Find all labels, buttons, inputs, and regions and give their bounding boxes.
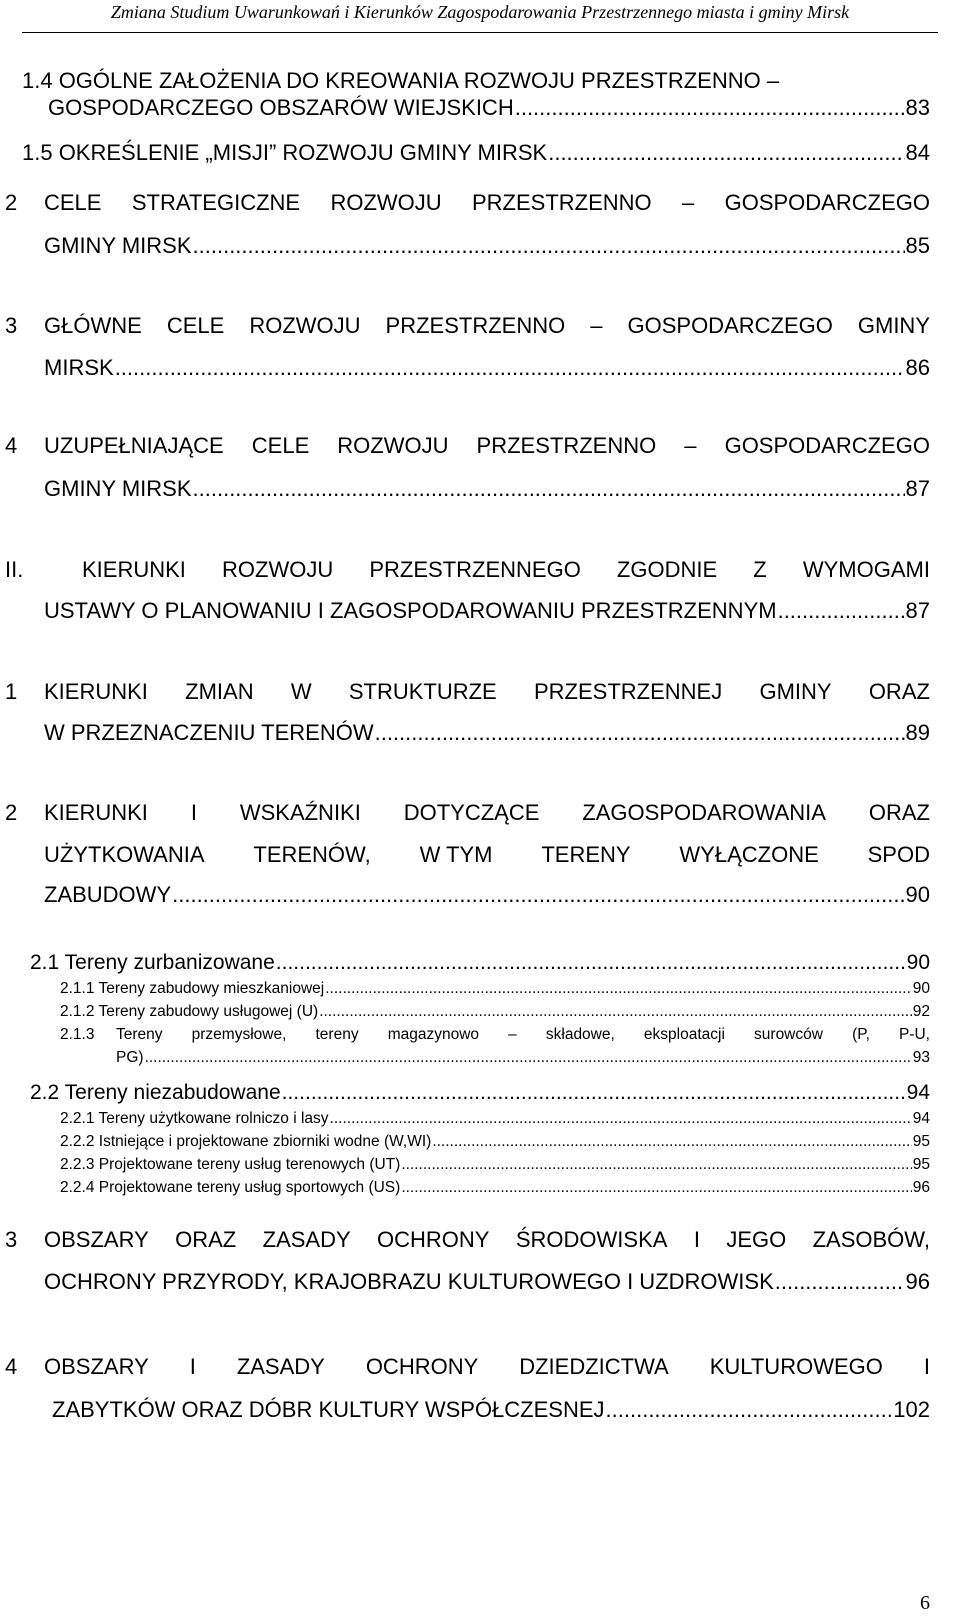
toc-entry-2-1-1-title: 2.1.1 Tereny zabudowy mieszkaniowej xyxy=(60,980,325,997)
toc-entry-2-cont: GMINY MIRSK xyxy=(44,233,192,258)
toc-entry-2-2[interactable] xyxy=(30,1081,930,1105)
toc-entry-II-cont: USTAWY O PLANOWANIU I ZAGOSPODAROWANIU PRZESTRZENNYM xyxy=(44,598,777,623)
toc-entry-o4-cont: ZABYTKÓW ORAZ DÓBR KULTURY WSPÓŁCZESNEJ xyxy=(52,1397,605,1422)
leader-dots xyxy=(432,1133,911,1151)
leader-dots xyxy=(276,951,906,975)
toc-entry-o4-title: OBSZARY I ZASADY OCHRONY DZIEDZICTWA KULTUROWEGO I xyxy=(44,1354,930,1379)
toc-entry-3-num: 3 xyxy=(5,313,18,338)
leader-dots xyxy=(515,95,905,121)
toc-entry-4-cont: GMINY MIRSK xyxy=(44,476,192,501)
toc-entry-1-4-cont: GOSPODARCZEGO OBSZARÓW WIEJSKICH xyxy=(48,95,514,120)
toc-entry-2-2-1[interactable] xyxy=(60,1110,930,1128)
toc-entry-2-2-4-title: 2.2.4 Projektowane tereny usług sportowych (US) xyxy=(60,1179,401,1196)
toc-entry-o4-num: 4 xyxy=(5,1354,18,1379)
leader-dots xyxy=(375,720,905,746)
toc-entry-II-title: KIERUNKI ROZWOJU PRZESTRZENNEGO ZGODNIE Z WYMOGAMI xyxy=(82,557,930,582)
toc-entry-2-2-1-title: 2.2.1 Tereny użytkowane rolniczo i lasy xyxy=(60,1110,329,1127)
toc-entry-2-2-3-page: 95 xyxy=(912,1156,930,1173)
toc-entry-3[interactable] xyxy=(44,355,930,381)
toc-entry-1-4[interactable] xyxy=(48,95,930,121)
toc-entry-II[interactable] xyxy=(44,598,930,624)
toc-entry-1-5-page: 84 xyxy=(905,140,930,165)
toc-entry-2-1-page: 90 xyxy=(906,951,930,974)
toc-entry-2-2-title: 2.2 Tereny niezabudowane xyxy=(30,1081,281,1104)
toc-entry-4-title: UZUPEŁNIAJĄCE CELE ROZWOJU PRZESTRZENNO – GOSPODARCZEGO xyxy=(44,433,930,458)
leader-dots xyxy=(778,598,905,624)
toc-entry-4-num: 4 xyxy=(5,433,18,458)
toc-entry-2-2-2[interactable] xyxy=(60,1133,930,1151)
toc-entry-2-1[interactable] xyxy=(30,951,930,975)
toc-entry-2-2-4-page: 96 xyxy=(912,1179,930,1196)
toc-entry-4-page: 87 xyxy=(905,476,930,501)
toc-entry-3-cont: MIRSK xyxy=(44,355,114,380)
toc-entry-2-1-3-cont: PG) xyxy=(116,1049,144,1066)
page-number: 6 xyxy=(920,1592,930,1614)
toc-entry-4[interactable] xyxy=(44,476,930,502)
leader-dots xyxy=(172,882,904,908)
toc-entry-k2-title-line1: KIERUNKI I WSKAŹNIKI DOTYCZĄCE ZAGOSPODAROWANIA ORAZ xyxy=(44,800,930,825)
leader-dots xyxy=(548,140,904,166)
toc-entry-2-2-4[interactable] xyxy=(60,1179,930,1197)
toc-entry-2[interactable] xyxy=(44,233,930,259)
toc-entry-2-1-2-title: 2.1.2 Tereny zabudowy usługowej (U) xyxy=(60,1003,319,1020)
running-header: Zmiana Studium Uwarunkowań i Kierunków Zagospodarowania Przestrzennego miasta i gminy Mirsk xyxy=(110,2,850,22)
toc-entry-2-1-3-title: Tereny przemysłowe, tereny magazynowo – składowe, eksploatacji surowców (P, P-U, xyxy=(116,1026,930,1043)
toc-entry-2-page: 85 xyxy=(905,233,930,258)
toc-entry-o4[interactable] xyxy=(52,1397,930,1423)
toc-entry-2-1-1-page: 90 xyxy=(912,980,930,997)
toc-entry-2-1-2-page: 92 xyxy=(912,1003,930,1020)
toc-entry-2-1-3-num: 2.1.3 xyxy=(60,1026,95,1043)
toc-entry-2-1-2[interactable] xyxy=(60,1003,930,1021)
leader-dots xyxy=(319,1003,912,1021)
toc-entry-1-4-page: 83 xyxy=(905,95,930,120)
toc-entry-2-2-3[interactable] xyxy=(60,1156,930,1174)
toc-entry-2-num: 2 xyxy=(5,190,18,215)
toc-entry-3-page: 86 xyxy=(905,355,930,380)
toc-entry-k2-title-line2: UŻYTKOWANIA TERENÓW, W TYM TERENY WYŁĄCZONE SPOD xyxy=(44,842,930,867)
toc-entry-3-title: GŁÓWNE CELE ROZWOJU PRZESTRZENNO – GOSPODARCZEGO GMINY xyxy=(44,313,930,338)
toc-entry-2-2-3-title: 2.2.3 Projektowane tereny usług terenowych (UT) xyxy=(60,1156,401,1173)
toc-entry-2-2-2-page: 95 xyxy=(912,1133,930,1150)
leader-dots xyxy=(193,233,905,259)
toc-entry-2-1-3-page: 93 xyxy=(912,1049,930,1066)
toc-entry-o3-page: 96 xyxy=(905,1269,930,1294)
toc-entry-2-1-title: 2.1 Tereny zurbanizowane xyxy=(30,951,275,974)
toc-entry-k1-cont: W PRZEZNACZENIU TERENÓW xyxy=(44,720,374,745)
toc-entry-2-2-page: 94 xyxy=(906,1081,930,1104)
toc-entry-k1-page: 89 xyxy=(905,720,930,745)
toc-entry-k2[interactable] xyxy=(44,882,930,908)
toc-entry-o3[interactable] xyxy=(44,1269,930,1295)
leader-dots xyxy=(193,476,905,502)
leader-dots xyxy=(401,1156,911,1174)
leader-dots xyxy=(325,980,912,998)
toc-entry-k1[interactable] xyxy=(44,720,930,746)
toc-entry-o3-cont: OCHRONY PRZYRODY, KRAJOBRAZU KULTUROWEGO I UZDROWISK xyxy=(44,1269,774,1294)
toc-entry-II-num: II. xyxy=(5,557,24,582)
toc-entry-II-page: 87 xyxy=(905,598,930,623)
toc-entry-k2-cont: ZABUDOWY xyxy=(44,882,172,907)
leader-dots xyxy=(282,1081,906,1105)
toc-entry-1-4-title: 1.4 OGÓLNE ZAŁOŻENIA DO KREOWANIA ROZWOJU PRZESTRZENNO – xyxy=(22,68,780,93)
leader-dots xyxy=(330,1110,912,1128)
leader-dots xyxy=(401,1179,911,1197)
leader-dots xyxy=(145,1049,912,1067)
toc-entry-1-5-title: 1.5 OKREŚLENIE „MISJI” ROZWOJU GMINY MIRSK xyxy=(22,140,548,165)
toc-entry-2-title: CELE STRATEGICZNE ROZWOJU PRZESTRZENNO – GOSPODARCZEGO xyxy=(44,190,930,215)
toc-entry-1-5[interactable] xyxy=(22,140,930,166)
header-rule xyxy=(22,32,938,33)
toc-entry-k2-page: 90 xyxy=(905,882,930,907)
toc-entry-2-2-1-page: 94 xyxy=(912,1110,930,1127)
leader-dots xyxy=(606,1397,893,1423)
toc-entry-k2-num: 2 xyxy=(5,800,18,825)
toc-entry-o4-page: 102 xyxy=(893,1397,930,1422)
toc-entry-2-2-2-title: 2.2.2 Istniejące i projektowane zbiorniki wodne (W,WI) xyxy=(60,1133,432,1150)
leader-dots xyxy=(115,355,905,381)
toc-entry-o3-title: OBSZARY ORAZ ZASADY OCHRONY ŚRODOWISKA I JEGO ZASOBÓW, xyxy=(44,1227,930,1252)
toc-entry-k1-title: KIERUNKI ZMIAN W STRUKTURZE PRZESTRZENNEJ GMINY ORAZ xyxy=(44,679,930,704)
toc-entry-o3-num: 3 xyxy=(5,1227,18,1252)
leader-dots xyxy=(775,1269,905,1295)
toc-entry-k1-num: 1 xyxy=(5,679,18,704)
toc-entry-2-1-3[interactable] xyxy=(116,1049,930,1067)
toc-entry-2-1-1[interactable] xyxy=(60,980,930,998)
